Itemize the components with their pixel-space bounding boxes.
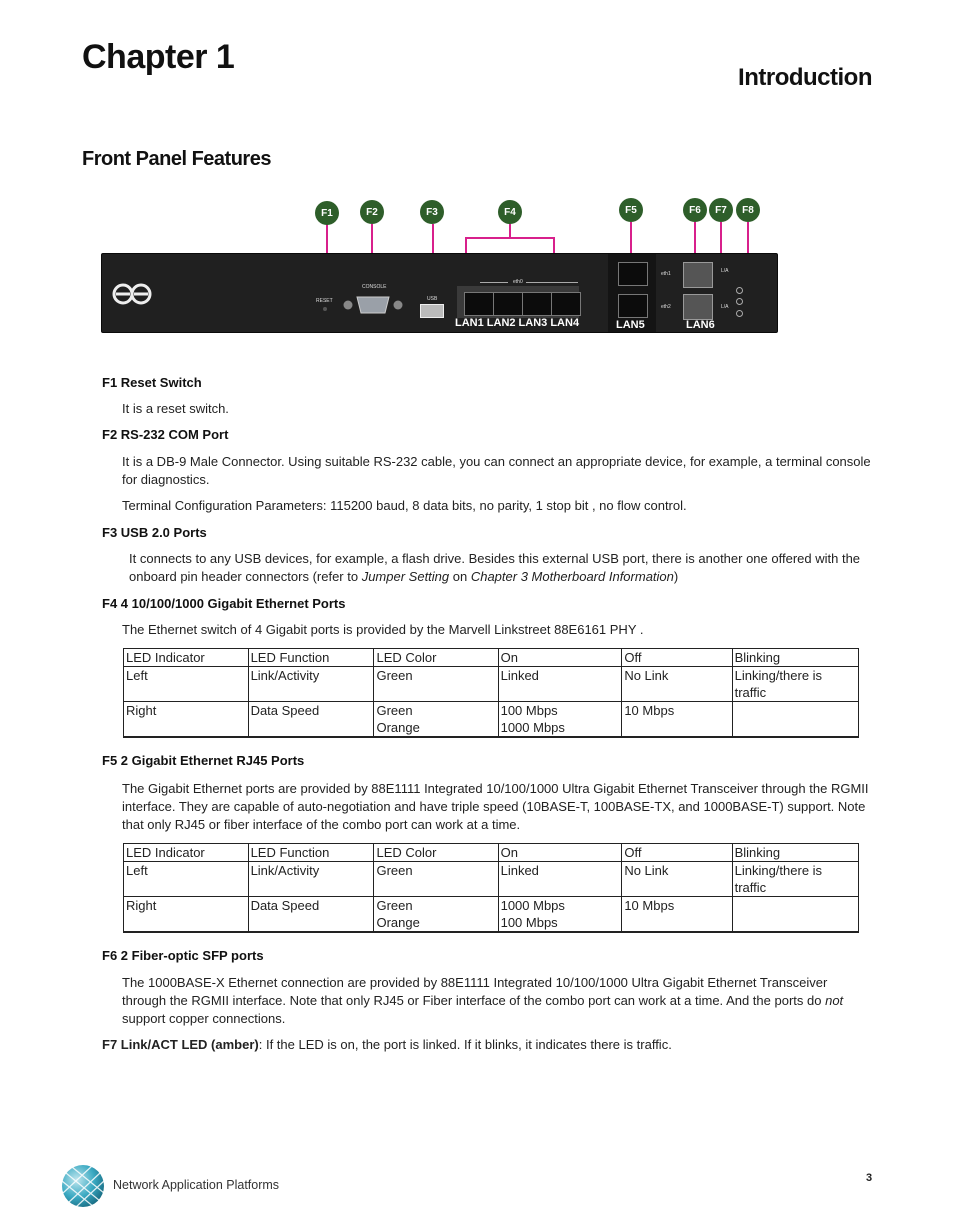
f3-title: F3 USB 2.0 Ports [102,525,207,540]
table-header-cell: LED Color [374,649,498,667]
f7-title: F7 Link/ACT LED (amber) [102,1037,259,1052]
panel-label-la-lower: L/A [721,304,729,310]
table-header-cell: LED Color [374,844,498,862]
status-led-1 [736,287,743,294]
lan1-port [464,292,494,316]
table-cell: Link/Activity [248,667,374,702]
table-header-cell: Blinking [732,844,858,862]
lan6-sfp-lower [683,294,713,320]
panel-label-la-upper: L/A [721,268,729,274]
table-cell: Green Orange [374,702,498,738]
callout-f5: F5 [619,198,643,222]
lan3-port [522,292,552,316]
table-header-cell: LED Indicator [124,649,249,667]
chapter-title: Introduction [738,64,872,91]
page-number: 3 [866,1172,873,1184]
f1-text: It is a reset switch. [122,401,229,416]
table-cell: Green Orange [374,897,498,933]
f2-title: F2 RS-232 COM Port [102,427,229,442]
lan2-port [493,292,523,316]
device-front-panel [101,253,778,333]
table-cell: Left [124,862,249,897]
table-row [124,702,859,738]
panel-label-usb: USB [427,296,438,302]
callout-f6: F6 [683,198,707,222]
section-title: Front Panel Features [82,148,271,170]
table-cell: Linking/there is traffic [732,667,858,702]
leader-line-f7 [720,222,722,254]
table-cell [732,702,858,738]
table-cell: 10 Mbps [622,897,732,933]
table-header-cell: Off [622,844,732,862]
lan6-sfp-upper [683,262,713,288]
table-row [124,862,859,897]
f1-title: F1 Reset Switch [102,375,202,390]
table-header-cell: Off [622,649,732,667]
leader-line-f2 [371,224,373,254]
chapter-heading: Chapter 1 [82,38,235,76]
table-cell: Linked [498,667,622,702]
callout-f1: F1 [315,201,339,225]
f4-text: The Ethernet switch of 4 Gigabit ports is provided by the Marvell Linkstreet 88E6161 PHY . [122,622,644,637]
table-row [124,667,859,702]
table-cell: No Link [622,667,732,702]
leader-line-f8 [747,222,749,254]
port-label-lan6: LAN6 [686,319,715,331]
table-cell: 100 Mbps 1000 Mbps [498,702,622,738]
table-row [124,897,859,933]
table-cell: Linking/there is traffic [732,862,858,897]
table-header-cell: Blinking [732,649,858,667]
status-led-2 [736,298,743,305]
usb-port [420,304,444,318]
leader-line-f5 [630,222,632,254]
port-label-lan5: LAN5 [616,319,645,331]
table-cell: 10 Mbps [622,702,732,738]
lan5-port-lower [618,294,648,318]
table-header-cell: On [498,844,622,862]
table-header-cell: On [498,649,622,667]
panel-label-eth0: eth0 [513,279,523,285]
table-header-row [124,649,859,667]
table-header-row [124,844,859,862]
table-cell: Left [124,667,249,702]
table-cell: No Link [622,862,732,897]
f5-led-table [123,843,859,933]
panel-label-console: CONSOLE [362,284,387,290]
port-label-lan1-4: LAN1 LAN2 LAN3 LAN4 [455,317,580,329]
table-cell: Link/Activity [248,862,374,897]
globe-logo-icon [60,1163,106,1209]
lan4-port [551,292,581,316]
lan5-port-upper [618,262,648,286]
callout-f7: F7 [709,198,733,222]
f2-text-2: Terminal Configuration Parameters: 115200 baud, 8 data bits, no parity, 1 stop bit , no flow control. [122,498,687,513]
panel-label-eth2: eth2 [661,304,671,310]
leader-line-f4-left [465,237,467,254]
callout-f2: F2 [360,200,384,224]
f6-text: The 1000BASE-X Ethernet connection are provided by 88E1111 Integrated 10/100/1000 Ultra Gigabit Ethernet Transceiver through the RGMII interface. Note that only RJ45 or Fiber interface of the combo port can work at a time. And the ports do not support copper connections. [122,975,844,1026]
reset-button [323,307,327,311]
table-cell: Right [124,897,249,933]
callout-f4: F4 [498,200,522,224]
leader-bracket-f4 [465,237,555,239]
leader-line-f3 [432,224,434,254]
panel-label-eth1: eth1 [661,271,671,277]
leader-line-f6 [694,222,696,254]
table-cell: 1000 Mbps 100 Mbps [498,897,622,933]
f4-led-table [123,648,859,738]
table-cell [732,897,858,933]
table-header-cell: LED Indicator [124,844,249,862]
f2-text-1: It is a DB-9 Male Connector. Using suitable RS-232 cable, you can connect an appropriate device, for example, a terminal console for diagnostics. [122,454,871,487]
leader-line-f4-right [553,237,555,254]
table-header-cell: LED Function [248,844,374,862]
eth0-bracket-right [526,282,578,283]
f5-title: F5 2 Gigabit Ethernet RJ45 Ports [102,753,305,768]
f7-text: F7 Link/ACT LED (amber): If the LED is on, the port is linked. If it blinks, it indicates there is traffic. [102,1037,672,1052]
table-cell: Linked [498,862,622,897]
table-header-cell: LED Function [248,649,374,667]
table-cell: Data Speed [248,897,374,933]
db9-connector-icon [342,294,404,316]
f5-text: The Gigabit Ethernet ports are provided by 88E1111 Integrated 10/100/1000 Ultra Gigabit Ethernet Transceiver through the RGMII interface. They are capable of auto-negotiation and have triple speed (10BASE-T, 100BASE-TX, and 1000BASE-T) support. Note that only RJ45 or fiber interface of the combo port can work at a time. [122,781,869,832]
panel-label-reset: RESET [316,298,333,304]
callout-f3: F3 [420,200,444,224]
status-led-3 [736,310,743,317]
leader-line-f4 [509,224,511,238]
callout-f8: F8 [736,198,760,222]
table-cell: Right [124,702,249,738]
f4-title: F4 4 10/100/1000 Gigabit Ethernet Ports [102,596,346,611]
f6-title: F6 2 Fiber-optic SFP ports [102,948,264,963]
table-cell: Green [374,862,498,897]
f3-text: It connects to any USB devices, for example, a flash drive. Besides this external USB port, there is another one offered with the onboard pin header connectors (refer to Jumper Setting on Chapter 3 Motherboard Information) [129,551,861,584]
table-cell: Green [374,667,498,702]
brand-logo-icon [112,281,152,307]
footer-text: Network Application Platforms [113,1178,280,1192]
leader-line-f1 [326,224,328,254]
eth0-bracket-left [480,282,508,283]
table-cell: Data Speed [248,702,374,738]
